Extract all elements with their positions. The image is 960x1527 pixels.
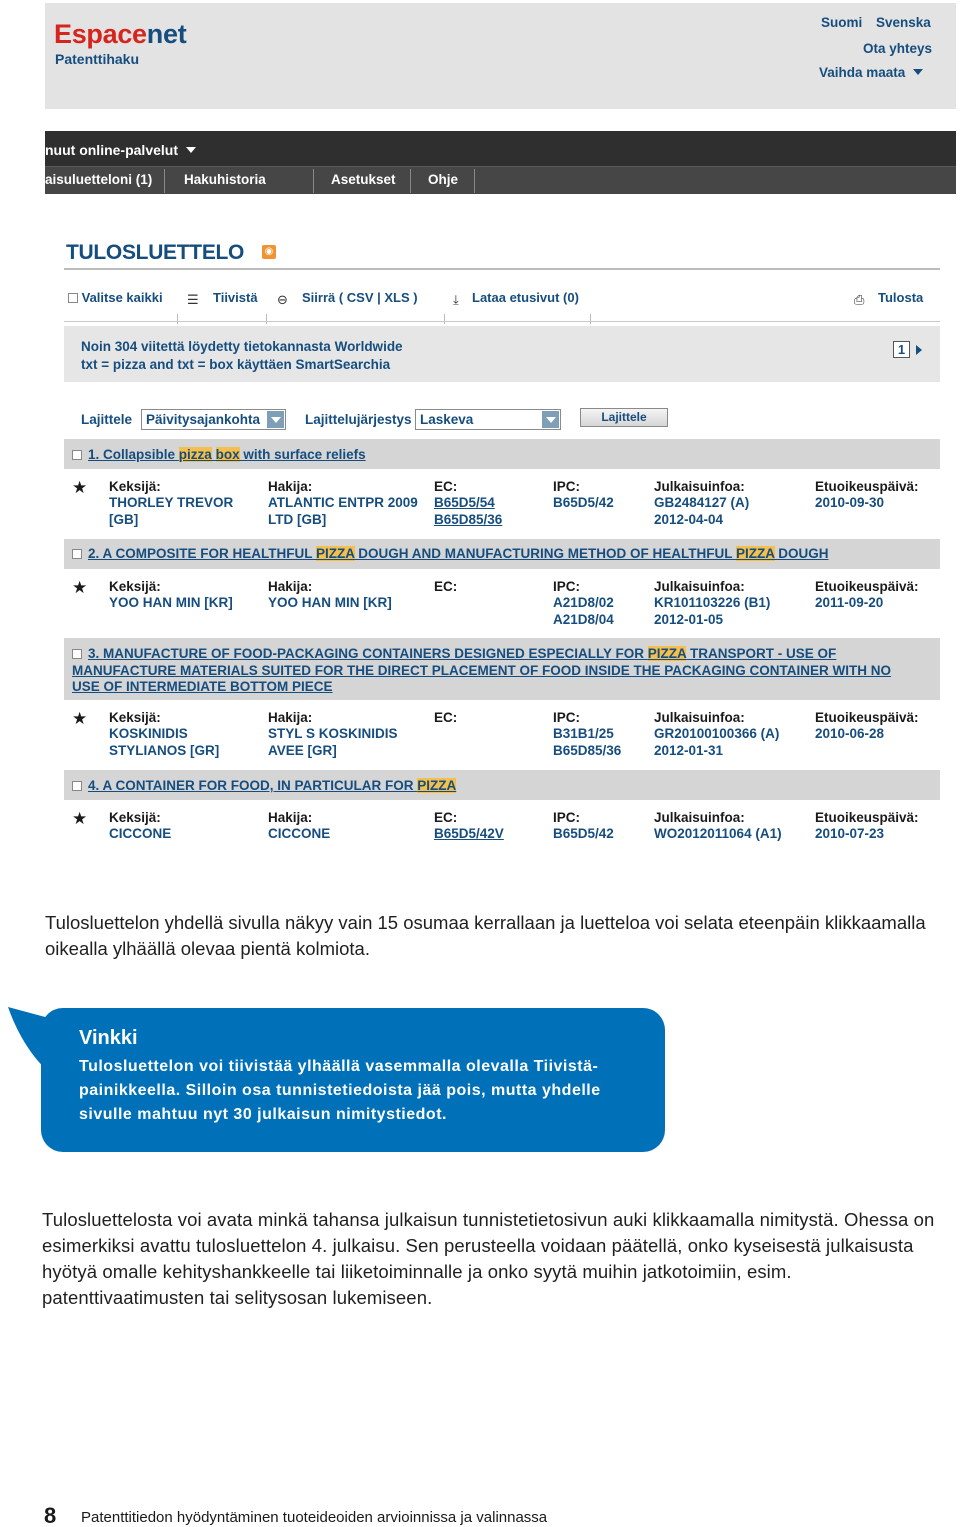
result-checkbox[interactable] — [72, 781, 82, 791]
espacenet-logo[interactable]: Espacenet — [54, 19, 187, 49]
result-title-link[interactable]: 2. A COMPOSITE FOR HEALTHFUL PIZZA DOUGH AND MANUFACTURING METHOD OF HEALTHFUL PIZZA DOUGH — [72, 546, 916, 563]
download-icon: ⤓ — [453, 292, 459, 307]
page-number: 8 — [44, 1503, 57, 1527]
navbar-top-row — [45, 131, 956, 166]
page-title: TULOSLUETTELO — [66, 241, 245, 264]
toolbar-divider — [177, 314, 178, 324]
result-checkbox[interactable] — [72, 450, 82, 460]
main-navbar — [45, 131, 956, 194]
ipc-field: IPC: B31B1/25 B65D85/36 — [553, 710, 622, 758]
sort-order-label: Lajittelujärjestys — [305, 412, 412, 427]
site-header — [45, 3, 956, 109]
download-first-pages-button[interactable]: Lataa etusivut (0) — [472, 290, 579, 305]
inventor-field: Keksijä: KOSKINIDIS STYLIANOS [GR] — [109, 710, 220, 758]
sort-label: Lajittele — [81, 412, 133, 427]
ipc-field: IPC: B65D5/42 — [553, 810, 614, 842]
change-country-menu[interactable]: Vaihda maata — [819, 65, 923, 80]
ipc-field: IPC: B65D5/42 — [553, 479, 614, 511]
list-icon: ☰ — [187, 292, 199, 307]
inventor-field: Keksijä: THORLEY TREVOR [GB] — [109, 479, 234, 527]
divider — [64, 321, 940, 322]
query-text: txt = pizza and txt = box käyttäen SmartSearchia — [81, 357, 391, 372]
publication-field: Julkaisuinfoa: WO2012011064 (A1) — [654, 810, 782, 842]
priority-field: Etuoikeuspäivä: 2010-06-28 — [815, 710, 919, 742]
tab-help[interactable]: Ohje — [428, 172, 459, 187]
tab-search-history[interactable]: Hakuhistoria — [184, 172, 266, 187]
paragraph-intro: Tulosluettelon yhdellä sivulla näkyy vain 15 osumaa kerrallaan ja luetteloa voi selata eteenpäin klikkaamalla oikealla ylhäällä olevaa pientä kolmiota. — [45, 912, 926, 959]
logo-subtitle: Patenttihaku — [55, 51, 140, 67]
toolbar-divider — [590, 314, 591, 324]
tab-divider — [313, 169, 314, 193]
chevron-down-icon — [913, 69, 923, 75]
next-page-arrow-icon[interactable] — [916, 345, 922, 355]
applicant-field: Hakija: STYL S KOSKINIDIS AVEE [GR] — [268, 710, 398, 758]
toolbar-divider — [444, 314, 445, 324]
ipc-field: IPC: A21D8/02 A21D8/04 — [553, 579, 614, 627]
result-title-row — [64, 638, 940, 700]
results-count-text: Noin 304 viitettä löydetty tietokannasta Worldwide — [81, 339, 403, 354]
result-title-link[interactable]: 4. A CONTAINER FOR FOOD, IN PARTICULAR FOR PIZZA — [72, 778, 916, 795]
export-icon: ⊖ — [277, 292, 288, 307]
toolbar-divider — [266, 314, 267, 324]
publication-field: Julkaisuinfoa: GB2484127 (A) 2012-04-04 — [654, 479, 750, 527]
result-checkbox[interactable] — [72, 649, 82, 659]
result-checkbox[interactable] — [72, 549, 82, 559]
star-icon[interactable]: ★ — [72, 478, 88, 497]
inventor-field: Keksijä: CICCONE — [109, 810, 172, 842]
tab-my-list[interactable]: aisuluetteloni (1) — [45, 172, 153, 187]
tab-divider — [410, 169, 411, 193]
tip-title: Vinkki — [79, 1027, 138, 1049]
result-title-row — [64, 439, 940, 469]
publication-field: Julkaisuinfoa: KR101103226 (B1) 2012-01-05 — [654, 579, 771, 627]
result-details — [64, 470, 940, 538]
sort-button[interactable]: Lajittele — [580, 408, 668, 427]
applicant-field: Hakija: ATLANTIC ENTPR 2009 LTD [GB] — [268, 479, 418, 527]
publication-field: Julkaisuinfoa: GR20100100366 (A) 2012-01-31 — [654, 710, 780, 758]
applicant-field: Hakija: CICCONE — [268, 810, 331, 842]
chevron-down-icon — [542, 411, 559, 428]
priority-field: Etuoikeuspäivä: 2010-09-30 — [815, 479, 919, 511]
result-title-row — [64, 770, 940, 800]
tip-text: Tulosluettelon voi tiivistää ylhäällä vasemmalla olevalla Tiivistä-painikkeella. Silloin osa tunnistetiedoista jää pois, mutta yhdelle sivulle mahtuu nyt 30 julkaisun nimitystiedot. — [79, 1058, 601, 1123]
ec-field[interactable]: EC: — [434, 579, 458, 594]
result-title-link[interactable]: 1. Collapsible pizza box with surface reliefs — [72, 447, 916, 464]
results-toolbar — [64, 284, 940, 322]
print-button[interactable]: Tulosta — [878, 290, 924, 305]
printer-icon: ⎙ — [854, 292, 865, 307]
export-button[interactable]: Siirrä ( CSV | XLS ) — [302, 290, 418, 305]
online-services-menu[interactable]: nuut online-palvelut — [45, 142, 196, 158]
checkbox-icon — [68, 293, 78, 303]
result-details — [64, 801, 940, 849]
ec-field[interactable]: EC: B65D5/42V — [434, 810, 504, 842]
result-details — [64, 570, 940, 638]
compact-button[interactable]: Tiivistä — [213, 290, 258, 305]
result-details — [64, 701, 940, 769]
star-icon[interactable]: ★ — [72, 709, 88, 728]
select-all-checkbox[interactable]: Valitse kaikki — [68, 290, 163, 305]
star-icon[interactable]: ★ — [72, 809, 88, 828]
footer-title: Patenttitiedon hyödyntäminen tuoteideoiden arvioinnissa ja valinnassa — [81, 1509, 548, 1526]
tab-settings[interactable]: Asetukset — [331, 172, 396, 187]
sort-field-select[interactable]: Päivitysajankohta — [141, 409, 286, 430]
result-title-link[interactable]: 3. MANUFACTURE OF FOOD-PACKAGING CONTAINERS DESIGNED ESPECIALLY FOR PIZZA TRANSPORT - USE OF MANUFACTURE MATERIALS SUITED FOR THE DIRECT PLACEMENT OF FOOD INSIDE THE PACKAGING CONTAINER WITH NO USE OF INTERMEDIATE BOTTOM PIECE — [72, 646, 891, 694]
contact-link[interactable]: Ota yhteys — [863, 41, 933, 56]
sort-bar — [64, 400, 940, 430]
ec-field[interactable]: EC: — [434, 710, 458, 725]
rss-icon[interactable]: ◉ — [262, 245, 276, 259]
navbar-tabs — [45, 166, 956, 194]
search-summary — [64, 326, 940, 382]
language-finnish-link[interactable]: Suomi — [821, 15, 863, 30]
star-icon[interactable]: ★ — [72, 578, 88, 597]
ec-field[interactable]: EC: B65D5/54 B65D85/36 — [434, 479, 503, 527]
tab-divider — [474, 169, 475, 193]
divider — [64, 268, 940, 270]
applicant-field: Hakija: YOO HAN MIN [KR] — [268, 579, 392, 611]
result-title-row — [64, 539, 940, 569]
chevron-down-icon — [186, 147, 196, 153]
tab-divider — [164, 169, 165, 193]
priority-field: Etuoikeuspäivä: 2011-09-20 — [815, 579, 919, 611]
chevron-down-icon — [267, 411, 284, 428]
inventor-field: Keksijä: YOO HAN MIN [KR] — [109, 579, 233, 611]
sort-order-select[interactable]: Laskeva — [415, 409, 561, 430]
language-swedish-link[interactable]: Svenska — [876, 15, 931, 30]
page-number-input[interactable]: 1 — [893, 341, 910, 358]
paragraph-details: Tulosluettelosta voi avata minkä tahansa julkaisun tunnistetietosivun auki klikkaamalla nimitystä. Ohessa on esimerkiksi avattu tulosluettelon 4. julkaisu. Sen perusteella voidaan päätellä, onko kyseisestä julkaisusta hyötyä omalle kehityshankkeelle tai liiketoiminnalle ja onko syytä muihin jatkotoimiin, esim. patenttivaatimusten tai selitysosan lukemiseen. — [42, 1209, 935, 1308]
priority-field: Etuoikeuspäivä: 2010-07-23 — [815, 810, 919, 842]
